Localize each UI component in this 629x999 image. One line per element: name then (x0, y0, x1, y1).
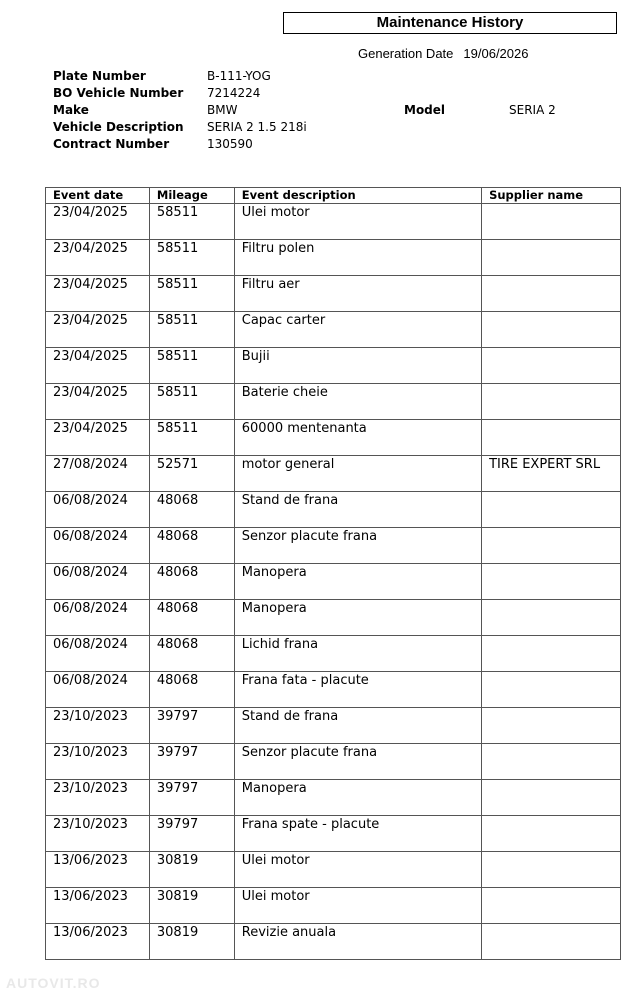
event-date-cell: 06/08/2024 (46, 600, 150, 636)
mileage-cell: 48068 (149, 672, 234, 708)
mileage-cell: 58511 (149, 204, 234, 240)
mileage-cell: 58511 (149, 348, 234, 384)
event-description-cell: Ulei motor (234, 888, 481, 924)
event-description-cell: Frana spate - placute (234, 816, 481, 852)
supplier-name-cell (482, 600, 621, 636)
table-row (46, 492, 621, 528)
event-description-cell: Revizie anuala (234, 924, 481, 960)
mileage-cell: 58511 (149, 312, 234, 348)
document-title: Maintenance History (283, 12, 617, 34)
table-body (46, 204, 621, 960)
table-row (46, 924, 621, 960)
mileage-cell: 58511 (149, 384, 234, 420)
supplier-name-cell (482, 348, 621, 384)
event-date-cell: 23/04/2025 (46, 276, 150, 312)
table-row (46, 348, 621, 384)
supplier-name-cell (482, 492, 621, 528)
table-row (46, 564, 621, 600)
make-label: Make (53, 103, 89, 117)
header-mileage: Mileage (149, 188, 234, 204)
event-description-cell: Filtru polen (234, 240, 481, 276)
model-value: SERIA 2 (509, 103, 556, 117)
table-row (46, 708, 621, 744)
event-date-cell: 23/04/2025 (46, 312, 150, 348)
table-row (46, 744, 621, 780)
mileage-cell: 52571 (149, 456, 234, 492)
contract-label: Contract Number (53, 137, 170, 151)
event-description-cell: Lichid frana (234, 636, 481, 672)
event-date-cell: 23/10/2023 (46, 816, 150, 852)
header-supplier-name: Supplier name (482, 188, 621, 204)
event-description-cell: Manopera (234, 564, 481, 600)
event-date-cell: 06/08/2024 (46, 528, 150, 564)
event-description-cell: Frana fata - placute (234, 672, 481, 708)
event-date-cell: 13/06/2023 (46, 888, 150, 924)
event-description-cell: Baterie cheie (234, 384, 481, 420)
maintenance-table (45, 187, 621, 960)
event-date-cell: 23/04/2025 (46, 384, 150, 420)
mileage-cell: 48068 (149, 636, 234, 672)
mileage-cell: 39797 (149, 708, 234, 744)
mileage-cell: 39797 (149, 816, 234, 852)
event-date-cell: 23/04/2025 (46, 348, 150, 384)
supplier-name-cell (482, 276, 621, 312)
event-description-cell: Senzor placute frana (234, 528, 481, 564)
event-description-cell: Bujii (234, 348, 481, 384)
event-description-cell: Manopera (234, 600, 481, 636)
event-description-cell: Filtru aer (234, 276, 481, 312)
event-date-cell: 23/10/2023 (46, 744, 150, 780)
event-description-cell: 60000 mentenanta (234, 420, 481, 456)
table-header-row (46, 188, 621, 204)
event-date-cell: 23/04/2025 (46, 204, 150, 240)
table-row (46, 600, 621, 636)
event-date-cell: 13/06/2023 (46, 924, 150, 960)
generation-date (358, 46, 528, 61)
mileage-cell: 30819 (149, 888, 234, 924)
table-row (46, 852, 621, 888)
table-row (46, 816, 621, 852)
mileage-cell: 39797 (149, 780, 234, 816)
generation-date-label: Generation Date (358, 46, 454, 61)
contract-value: 130590 (207, 137, 253, 151)
plate-value: B-111-YOG (207, 69, 271, 83)
supplier-name-cell (482, 636, 621, 672)
header-event-date: Event date (46, 188, 150, 204)
description-label: Vehicle Description (53, 120, 184, 134)
event-date-cell: 23/10/2023 (46, 708, 150, 744)
supplier-name-cell (482, 852, 621, 888)
bo-value: 7214224 (207, 86, 261, 100)
plate-label: Plate Number (53, 69, 146, 83)
make-value: BMW (207, 103, 238, 117)
table-row (46, 384, 621, 420)
event-date-cell: 23/04/2025 (46, 240, 150, 276)
bo-label: BO Vehicle Number (53, 86, 184, 100)
event-description-cell: Capac carter (234, 312, 481, 348)
mileage-cell: 30819 (149, 924, 234, 960)
supplier-name-cell: TIRE EXPERT SRL (482, 456, 621, 492)
description-value: SERIA 2 1.5 218i (207, 120, 307, 134)
table-row (46, 240, 621, 276)
mileage-cell: 58511 (149, 420, 234, 456)
mileage-cell: 48068 (149, 492, 234, 528)
table-row (46, 312, 621, 348)
event-date-cell: 23/04/2025 (46, 420, 150, 456)
generation-date-value: 19/06/2026 (463, 46, 529, 61)
supplier-name-cell (482, 672, 621, 708)
supplier-name-cell (482, 204, 621, 240)
mileage-cell: 58511 (149, 240, 234, 276)
mileage-cell: 30819 (149, 852, 234, 888)
supplier-name-cell (482, 420, 621, 456)
mileage-cell: 48068 (149, 564, 234, 600)
event-description-cell: Manopera (234, 780, 481, 816)
event-date-cell: 23/10/2023 (46, 780, 150, 816)
table-row (46, 888, 621, 924)
event-description-cell: Stand de frana (234, 492, 481, 528)
supplier-name-cell (482, 564, 621, 600)
supplier-name-cell (482, 708, 621, 744)
table-row (46, 204, 621, 240)
supplier-name-cell (482, 744, 621, 780)
event-date-cell: 06/08/2024 (46, 636, 150, 672)
table-row (46, 456, 621, 492)
event-date-cell: 06/08/2024 (46, 672, 150, 708)
mileage-cell: 39797 (149, 744, 234, 780)
supplier-name-cell (482, 312, 621, 348)
table-row (46, 276, 621, 312)
table-row (46, 528, 621, 564)
supplier-name-cell (482, 528, 621, 564)
mileage-cell: 58511 (149, 276, 234, 312)
mileage-cell: 48068 (149, 600, 234, 636)
supplier-name-cell (482, 240, 621, 276)
event-date-cell: 13/06/2023 (46, 852, 150, 888)
event-date-cell: 06/08/2024 (46, 492, 150, 528)
supplier-name-cell (482, 780, 621, 816)
event-description-cell: motor general (234, 456, 481, 492)
event-description-cell: Ulei motor (234, 852, 481, 888)
supplier-name-cell (482, 816, 621, 852)
supplier-name-cell (482, 924, 621, 960)
model-label: Model (404, 103, 446, 117)
event-date-cell: 27/08/2024 (46, 456, 150, 492)
header-event-description: Event description (234, 188, 481, 204)
event-description-cell: Senzor placute frana (234, 744, 481, 780)
supplier-name-cell (482, 888, 621, 924)
mileage-cell: 48068 (149, 528, 234, 564)
table-row (46, 420, 621, 456)
table-row (46, 780, 621, 816)
watermark: AUTOVIT.RO (6, 975, 101, 991)
event-description-cell: Stand de frana (234, 708, 481, 744)
event-description-cell: Ulei motor (234, 204, 481, 240)
supplier-name-cell (482, 384, 621, 420)
table-row (46, 672, 621, 708)
event-date-cell: 06/08/2024 (46, 564, 150, 600)
table-row (46, 636, 621, 672)
